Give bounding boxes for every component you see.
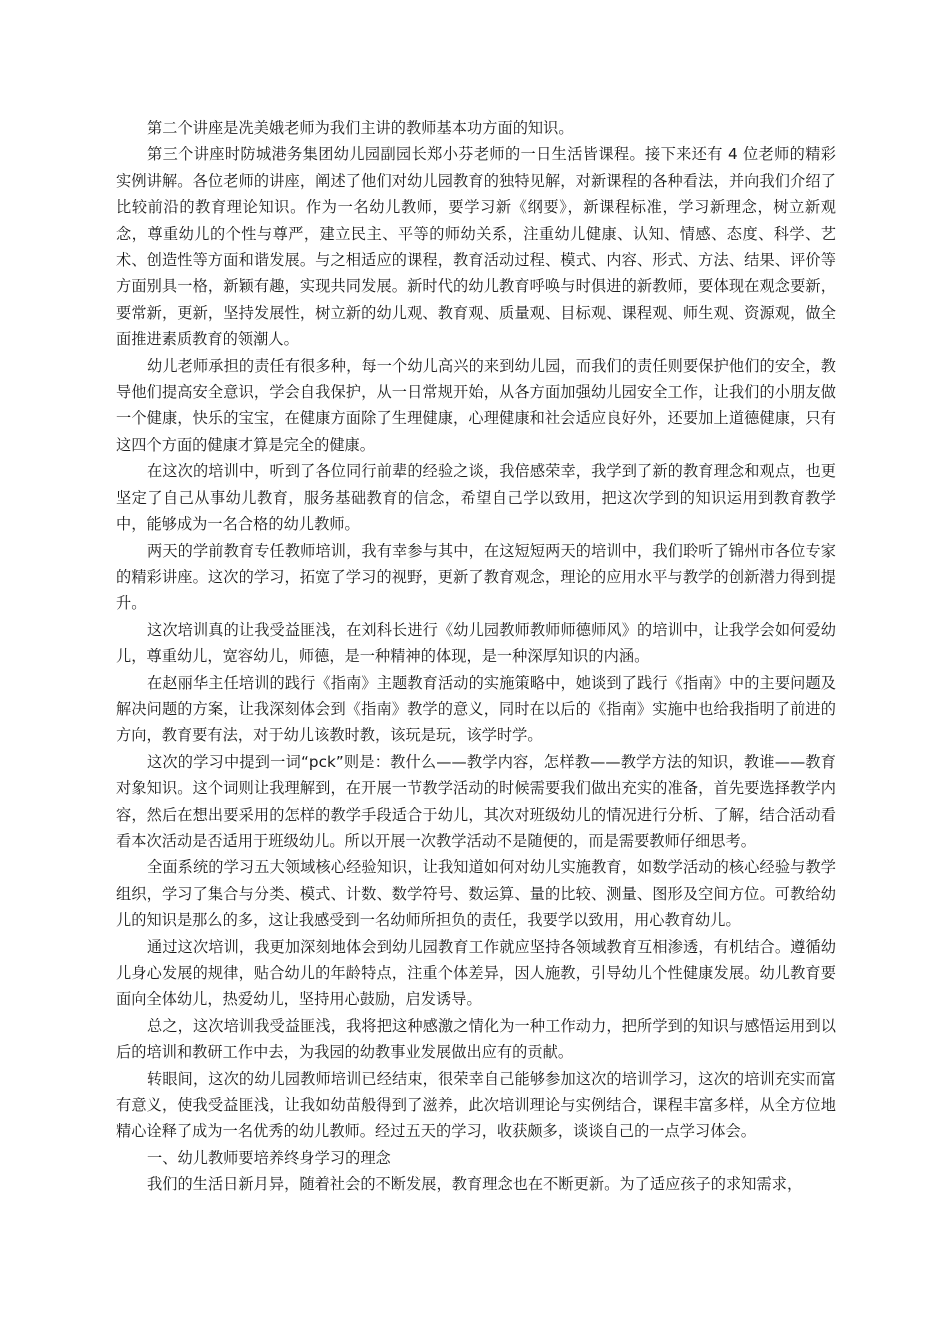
paragraph-11: 总之，这次培训我受益匪浅，我将把这种感激之情化为一种工作动力，把所学到的知识与感悟运用到以后的培训和教研工作中去，为我园的幼教事业发展做出应有的贡献。	[116, 1016, 836, 1062]
paragraph-9: 全面系统的学习五大领域核心经验知识，让我知道如何对幼儿实施教育，如数学活动的核心经验与教学组织，学习了集合与分类、模式、计数、数学符号、数运算、量的比较、测量、图形及空间方位。可教给幼儿的知识是那么的多，这让我感受到一名幼师所担负的责任，我要学以致用，用心教育幼儿。	[116, 858, 836, 930]
paragraph-3: 幼儿老师承担的责任有很多种，每一个幼儿高兴的来到幼儿园，而我们的责任则要保护他们的安全，教导他们提高安全意识，学会自我保护，从一日常规开始，从各方面加强幼儿园安全工作，让我们的小朋友做一个健康，快乐的宝宝，在健康方面除了生理健康，心理健康和社会适应良好外，还要加上道德健康，只有这四个方面的健康才算是完全的健康。	[116, 356, 836, 454]
document-body	[116, 115, 836, 1198]
paragraph-5: 两天的学前教育专任教师培训，我有幸参与其中，在这短短两天的培训中，我们聆听了锦州市各位专家的精彩讲座。这次的学习，拓宽了学习的视野，更新了教育观念，理论的应用水平与教学的创新潜力得到提升。	[116, 541, 836, 613]
section-heading: 一、幼儿教师要培养终身学习的理念	[147, 1148, 391, 1167]
paragraph-1: 第二个讲座是冼美娥老师为我们主讲的教师基本功方面的知识。	[147, 119, 574, 137]
paragraph-12: 转眼间，这次的幼儿园教师培训已经结束，很荣幸自己能够参加这次的培训学习，这次的培训充实而富有意义，使我受益匪浅，让我如幼苗般得到了滋养，此次培训理论与实例结合，课程丰富多样，从全方位地精心诠释了成为一名优秀的幼儿教师。经过五天的学习，收获颇多，谈谈自己的一点学习体会。	[116, 1069, 836, 1141]
paragraph-4: 在这次的培训中，听到了各位同行前辈的经验之谈，我倍感荣幸，我学到了新的教育理念和观点，也更坚定了自己从事幼儿教育，服务基础教育的信念，希望自己学以致用，把这次学到的知识运用到教育教学中，能够成为一名合格的幼儿教师。	[116, 462, 836, 534]
paragraph-13: 我们的生活日新月异，随着社会的不断发展，教育理念也在不断更新。为了适应孩子的求知需求，	[147, 1175, 803, 1194]
paragraph-10: 通过这次培训，我更加深刻地体会到幼儿园教育工作就应坚持各领域教育互相渗透，有机结合。遵循幼儿身心发展的规律，贴合幼儿的年龄特点，注重个体差异，因人施教，引导幼儿个性健康发展。幼儿教育要面向全体幼儿，热爱幼儿，坚持用心鼓励，启发诱导。	[116, 937, 836, 1009]
paragraph-2: 第三个讲座时防城港务集团幼儿园副园长郑小芬老师的一日生活皆课程。接下来还有 4 位老师的精彩实例讲解。各位老师的讲座，阐述了他们对幼儿园教育的独特见解，对新课程的各种看法，并向我们介绍了比较前沿的教育理论知识。作为一名幼儿教师，要学习新《纲要》，新课程标准，学习新理念，树立新观念，尊重幼儿的个性与尊严，建立民主、平等的师幼关系，注重幼儿健康、认知、情感、态度、科学、艺术、创造性等方面和谐发展。与之相适应的课程，教育活动过程、模式、内容、形式、方法、结果、评价等方面别具一格，新颖有趣，实现共同发展。新时代的幼儿教育呼唤与时俱进的新教师，要体现在观念要新，要常新，更新，坚持发展性，树立新的幼儿观、教育观、质量观、目标观、课程观、师生观、资源观，做全面推进素质教育的领潮人。	[116, 145, 836, 349]
paragraph-6: 这次培训真的让我受益匪浅，在刘科长进行《幼儿园教师教师师德师风》的培训中，让我学会如何爱幼儿，尊重幼儿，宽容幼儿，师德，是一种精神的体现，是一种深厚知识的内涵。	[116, 620, 836, 666]
paragraph-8: 这次的学习中提到一词“pck”则是：教什么——教学内容，怎样教——教学方法的知识，教谁——教育对象知识。这个词则让我理解到，在开展一节教学活动的时候需要我们做出充实的准备，首先要选择教学内容，然后在想出要采用的怎样的教学手段适合于幼儿，其次对班级幼儿的情况进行分析、了解，结合活动看看本次活动是否适用于班级幼儿。所以开展一次教学活动不是随便的，而是需要教师仔细思考。	[116, 752, 836, 850]
paragraph-7: 在赵丽华主任培训的践行《指南》主题教育活动的实施策略中，她谈到了践行《指南》中的主要问题及解决问题的方案，让我深刻体会到《指南》教学的意义，同时在以后的《指南》实施中也给我指明了前进的方向，教育要有法，对于幼儿该教时教，该玩是玩，该学时学。	[116, 673, 836, 745]
